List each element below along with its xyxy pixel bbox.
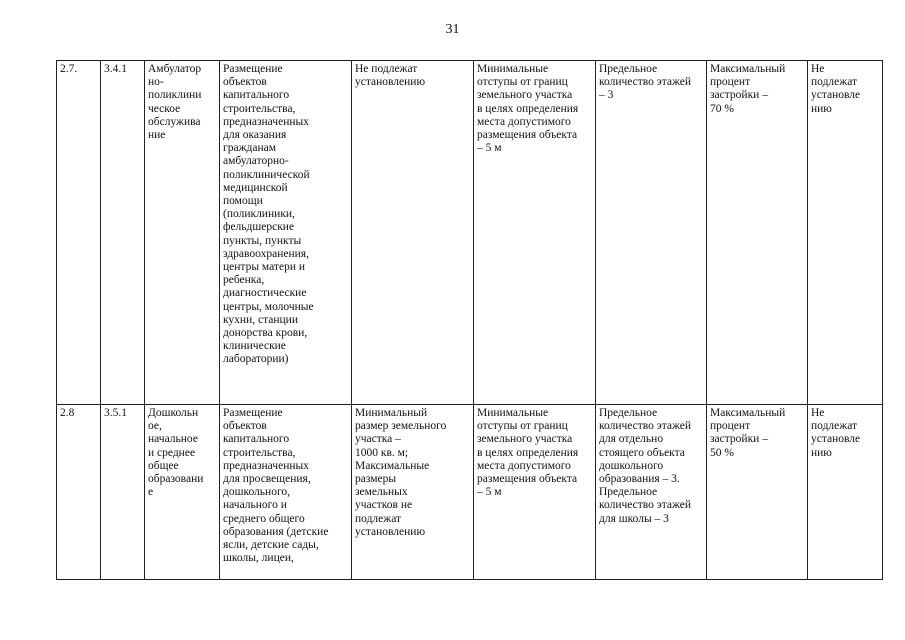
other-params-cell: Не подлежат установле нию [808, 405, 883, 580]
use-code-cell: 3.5.1 [101, 405, 145, 580]
zoning-regulations-table [56, 60, 883, 580]
use-description-cell: Размещение объектов капитального строительства, предназначенных для просвещения, дошкольного, начального и среднего общего образования (детские ясли, детские сады, школы, лицеи, [220, 405, 352, 580]
use-name-cell: Дошкольн ое, начальное и среднее общее образовани е [145, 405, 220, 580]
use-code-cell: 3.4.1 [101, 61, 145, 405]
other-params-cell: Не подлежат установле нию [808, 61, 883, 405]
floors-cell: Предельное количество этажей – 3 [596, 61, 707, 405]
row-number-cell: 2.7. [57, 61, 101, 405]
plot-size-cell: Не подлежат установлению [352, 61, 474, 405]
setbacks-cell: Минимальные отступы от границ земельного участка в целях определения места допустимого размещения объекта – 5 м [474, 405, 596, 580]
coverage-cell: Максимальный процент застройки – 70 % [707, 61, 808, 405]
use-name-cell: Амбулатор но- поликлини ческое обслужива ние [145, 61, 220, 405]
plot-size-cell: Минимальный размер земельного участка – 1000 кв. м; Максимальные размеры земельных участков не подлежат установлению [352, 405, 474, 580]
page-number: 31 [445, 22, 460, 37]
row-number-cell: 2.8 [57, 405, 101, 580]
table-row [57, 61, 883, 405]
floors-cell: Предельное количество этажей для отдельно стоящего объекта дошкольного образования – 3. Предельное количество этажей для школы – 3 [596, 405, 707, 580]
coverage-cell: Максимальный процент застройки – 50 % [707, 405, 808, 580]
setbacks-cell: Минимальные отступы от границ земельного участка в целях определения места допустимого размещения объекта – 5 м [474, 61, 596, 405]
table-row [57, 405, 883, 580]
use-description-cell: Размещение объектов капитального строительства, предназначенных для оказания гражданам амбулаторно- поликлинической медицинской помощи (поликлиники, фельдшерские пункты, пункты здравоохранения, центры матери и ребенка, диагностические центры, молочные кухни, станции донорства крови, клинические лаборатории) [220, 61, 352, 405]
